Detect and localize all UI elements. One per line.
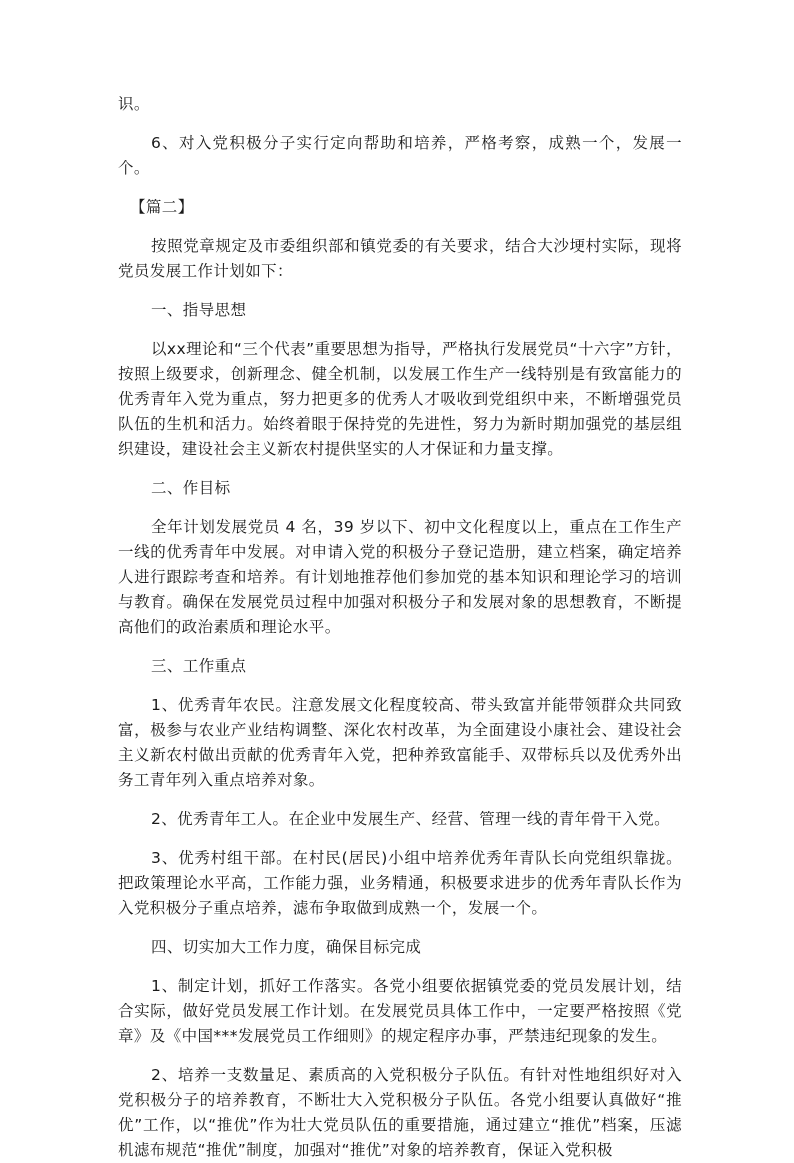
- paragraph-measure-2: 2、培养一支数量足、素质高的入党积极分子队伍。有针对性地组织好对入党积极分子的培养教育，不断壮大入党积极分子队伍。各党小组要认真做好“推优”工作，以“推优”作为壮大党员队伍的重要措施，通过建立“推优”档案，压滤机滤布规范“推优”制度，加强对“推优”对象的培养教育，保证入党积极: [118, 1066, 682, 1159]
- document-body: [118, 92, 682, 1163]
- heading-strengthen-efforts: 四、切实加大工作力度，确保目标完成: [151, 938, 422, 956]
- paragraph-focus-3: 3、优秀村组干部。在村民(居民)小组中培养优秀年青队长向党组织靠拢。把政策理论水平高，工作能力强，业务精通，积极要求进步的优秀年青队长作为入党积极分子重点培养，滤布争取做到成熟一个，发展一个。: [118, 849, 682, 917]
- heading-work-focus: 三、工作重点: [151, 657, 247, 675]
- paragraph-continuation: 识。: [118, 95, 150, 113]
- paragraph-guiding-ideology: 以xx理论和“三个代表”重要思想为指导，严格执行发展党员“十六字”方针，按照上级要求，创新理念、健全机制，以发展工作生产一线特别是有致富能力的优秀青年入党为重点，努力把更多的优秀人才吸收到党组织中来，不断增强党员队伍的生机和活力。始终着眼于保持党的先进性，努力为新时期加强党的基层组织建设，建设社会主义新农村提供坚实的人才保证和力量支撑。: [118, 340, 682, 458]
- paragraph-focus-1: 1、优秀青年农民。注意发展文化程度较高、带头致富并能带领群众共同致富，极参与农业产业结构调整、深化农村改革，为全面建设小康社会、建设社会主义新农村做出贡献的优秀青年入党，把种养致富能手、双带标兵以及优秀外出务工青年列入重点培养对象。: [118, 696, 682, 789]
- heading-work-goal: 二、作目标: [151, 479, 231, 497]
- heading-guiding-ideology: 一、指导思想: [151, 301, 247, 319]
- section-title-part-two: 【篇二】: [130, 198, 194, 216]
- paragraph-focus-2: 2、优秀青年工人。在企业中发展生产、经营、管理一线的青年骨干入党。: [151, 810, 671, 828]
- paragraph-intro: 按照党章规定及市委组织部和镇党委的有关要求，结合大沙埂村实际，现将党员发展工作计划如下：: [118, 237, 682, 280]
- paragraph-item-6: 6、对入党积极分子实行定向帮助和培养，严格考察，成熟一个，发展一个。: [118, 134, 682, 177]
- paragraph-measure-1: 1、制定计划，抓好工作落实。各党小组要依据镇党委的党员发展计划，结合实际，做好党员发展工作计划。在发展党员具体工作中，一定要严格按照《党章》及《中国***发展党员工作细则》的规定程序办事，严禁违纪现象的发生。: [118, 977, 682, 1045]
- paragraph-work-goal: 全年计划发展党员 4 名，39 岁以下、初中文化程度以上，重点在工作生产一线的优秀青年中发展。对申请入党的积极分子登记造册，建立档案，确定培养人进行跟踪考查和培养。有计划地推荐他们参加党的基本知识和理论学习的培训与教育。确保在发展党员过程中加强对积极分子和发展对象的思想教育，不断提高他们的政治素质和理论水平。: [118, 518, 682, 636]
